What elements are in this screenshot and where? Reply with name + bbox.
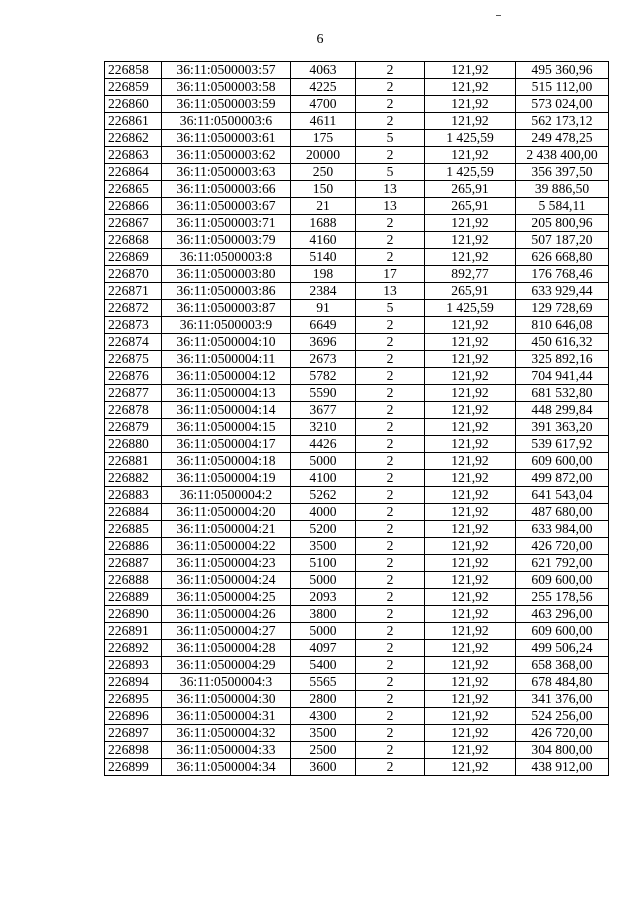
row-number-cell: 226859 <box>105 79 162 96</box>
area-cell: 5000 <box>291 453 356 470</box>
area-cell: 4063 <box>291 62 356 79</box>
cadastral-number-cell: 36:11:0500004:21 <box>162 521 291 538</box>
cadastral-number-cell: 36:11:0500003:57 <box>162 62 291 79</box>
cadastral-value-cell: 681 532,80 <box>516 385 609 402</box>
table-row <box>105 487 609 504</box>
cadastral-number-cell: 36:11:0500003:71 <box>162 215 291 232</box>
rate-cell: 121,92 <box>425 334 516 351</box>
row-number-cell: 226874 <box>105 334 162 351</box>
area-cell: 2673 <box>291 351 356 368</box>
area-cell: 4225 <box>291 79 356 96</box>
table-row <box>105 300 609 317</box>
area-cell: 20000 <box>291 147 356 164</box>
rate-cell: 121,92 <box>425 79 516 96</box>
rate-cell: 121,92 <box>425 232 516 249</box>
row-number-cell: 226870 <box>105 266 162 283</box>
row-number-cell: 226896 <box>105 708 162 725</box>
table-row <box>105 572 609 589</box>
area-cell: 3500 <box>291 725 356 742</box>
table-row <box>105 640 609 657</box>
row-number-cell: 226875 <box>105 351 162 368</box>
table-row <box>105 402 609 419</box>
cadastral-value-cell: 205 800,96 <box>516 215 609 232</box>
table-row <box>105 198 609 215</box>
cadastral-number-cell: 36:11:0500004:29 <box>162 657 291 674</box>
cadastral-number-cell: 36:11:0500003:87 <box>162 300 291 317</box>
area-cell: 4097 <box>291 640 356 657</box>
row-number-cell: 226889 <box>105 589 162 606</box>
area-cell: 3500 <box>291 538 356 555</box>
table-row <box>105 725 609 742</box>
table-row <box>105 385 609 402</box>
cadastral-value-cell: 609 600,00 <box>516 623 609 640</box>
table-row <box>105 164 609 181</box>
group-cell: 2 <box>356 249 425 266</box>
cadastral-value-cell: 426 720,00 <box>516 538 609 555</box>
area-cell: 3677 <box>291 402 356 419</box>
table-row <box>105 79 609 96</box>
table-row <box>105 606 609 623</box>
row-number-cell: 226863 <box>105 147 162 164</box>
cadastral-value-cell: 176 768,46 <box>516 266 609 283</box>
cadastral-value-cell: 356 397,50 <box>516 164 609 181</box>
cadastral-value-cell: 704 941,44 <box>516 368 609 385</box>
table-row <box>105 181 609 198</box>
row-number-cell: 226864 <box>105 164 162 181</box>
table-row <box>105 538 609 555</box>
rate-cell: 265,91 <box>425 181 516 198</box>
row-number-cell: 226893 <box>105 657 162 674</box>
group-cell: 2 <box>356 725 425 742</box>
area-cell: 5590 <box>291 385 356 402</box>
cadastral-number-cell: 36:11:0500004:20 <box>162 504 291 521</box>
rate-cell: 121,92 <box>425 623 516 640</box>
row-number-cell: 226894 <box>105 674 162 691</box>
table-row <box>105 691 609 708</box>
cadastral-value-cell: 539 617,92 <box>516 436 609 453</box>
rate-cell: 121,92 <box>425 538 516 555</box>
row-number-cell: 226888 <box>105 572 162 589</box>
table-row <box>105 521 609 538</box>
rate-cell: 121,92 <box>425 419 516 436</box>
table-row <box>105 232 609 249</box>
row-number-cell: 226892 <box>105 640 162 657</box>
area-cell: 5200 <box>291 521 356 538</box>
rate-cell: 121,92 <box>425 62 516 79</box>
rate-cell: 121,92 <box>425 147 516 164</box>
cadastral-number-cell: 36:11:0500003:6 <box>162 113 291 130</box>
cadastral-value-cell: 524 256,00 <box>516 708 609 725</box>
table-row <box>105 589 609 606</box>
cadastral-number-cell: 36:11:0500004:10 <box>162 334 291 351</box>
cadastral-value-cell: 499 872,00 <box>516 470 609 487</box>
cadastral-number-cell: 36:11:0500003:80 <box>162 266 291 283</box>
row-number-cell: 226871 <box>105 283 162 300</box>
row-number-cell: 226861 <box>105 113 162 130</box>
area-cell: 5565 <box>291 674 356 691</box>
area-cell: 5140 <box>291 249 356 266</box>
cadastral-number-cell: 36:11:0500003:63 <box>162 164 291 181</box>
cadastral-value-cell: 633 929,44 <box>516 283 609 300</box>
cadastral-value-cell: 341 376,00 <box>516 691 609 708</box>
rate-cell: 1 425,59 <box>425 130 516 147</box>
group-cell: 2 <box>356 351 425 368</box>
cadastral-number-cell: 36:11:0500004:34 <box>162 759 291 776</box>
cadastral-value-cell: 249 478,25 <box>516 130 609 147</box>
cadastral-number-cell: 36:11:0500004:33 <box>162 742 291 759</box>
area-cell: 4000 <box>291 504 356 521</box>
rate-cell: 121,92 <box>425 742 516 759</box>
table-row <box>105 317 609 334</box>
group-cell: 2 <box>356 708 425 725</box>
row-number-cell: 226858 <box>105 62 162 79</box>
cadastral-value-cell: 426 720,00 <box>516 725 609 742</box>
table-row <box>105 215 609 232</box>
group-cell: 2 <box>356 657 425 674</box>
group-cell: 2 <box>356 436 425 453</box>
row-number-cell: 226884 <box>105 504 162 521</box>
rate-cell: 121,92 <box>425 725 516 742</box>
area-cell: 150 <box>291 181 356 198</box>
table-row <box>105 419 609 436</box>
cadastral-value-cell: 658 368,00 <box>516 657 609 674</box>
row-number-cell: 226866 <box>105 198 162 215</box>
row-number-cell: 226891 <box>105 623 162 640</box>
cadastral-value-cell: 391 363,20 <box>516 419 609 436</box>
row-number-cell: 226885 <box>105 521 162 538</box>
rate-cell: 121,92 <box>425 759 516 776</box>
table-row <box>105 113 609 130</box>
cadastral-number-cell: 36:11:0500004:14 <box>162 402 291 419</box>
cadastral-value-cell: 562 173,12 <box>516 113 609 130</box>
area-cell: 1688 <box>291 215 356 232</box>
cadastral-number-cell: 36:11:0500004:27 <box>162 623 291 640</box>
row-number-cell: 226862 <box>105 130 162 147</box>
cadastral-value-cell: 641 543,04 <box>516 487 609 504</box>
table-body <box>105 62 609 776</box>
rate-cell: 121,92 <box>425 96 516 113</box>
rate-cell: 121,92 <box>425 317 516 334</box>
area-cell: 5000 <box>291 623 356 640</box>
group-cell: 13 <box>356 198 425 215</box>
group-cell: 2 <box>356 113 425 130</box>
row-number-cell: 226895 <box>105 691 162 708</box>
rate-cell: 121,92 <box>425 572 516 589</box>
cadastral-number-cell: 36:11:0500004:13 <box>162 385 291 402</box>
row-number-cell: 226860 <box>105 96 162 113</box>
rate-cell: 121,92 <box>425 385 516 402</box>
cadastral-number-cell: 36:11:0500004:24 <box>162 572 291 589</box>
group-cell: 2 <box>356 555 425 572</box>
area-cell: 3696 <box>291 334 356 351</box>
rate-cell: 1 425,59 <box>425 300 516 317</box>
area-cell: 2800 <box>291 691 356 708</box>
rate-cell: 121,92 <box>425 436 516 453</box>
cadastral-number-cell: 36:11:0500003:67 <box>162 198 291 215</box>
cadastral-value-cell: 626 668,80 <box>516 249 609 266</box>
row-number-cell: 226868 <box>105 232 162 249</box>
table-row <box>105 249 609 266</box>
area-cell: 4100 <box>291 470 356 487</box>
group-cell: 2 <box>356 419 425 436</box>
corner-mark <box>496 15 501 16</box>
row-number-cell: 226869 <box>105 249 162 266</box>
table-row <box>105 96 609 113</box>
cadastral-number-cell: 36:11:0500004:28 <box>162 640 291 657</box>
cadastral-number-cell: 36:11:0500003:61 <box>162 130 291 147</box>
cadastral-value-cell: 463 296,00 <box>516 606 609 623</box>
group-cell: 17 <box>356 266 425 283</box>
group-cell: 5 <box>356 164 425 181</box>
table-row <box>105 436 609 453</box>
rate-cell: 121,92 <box>425 487 516 504</box>
group-cell: 5 <box>356 300 425 317</box>
rate-cell: 892,77 <box>425 266 516 283</box>
cadastral-value-cell: 810 646,08 <box>516 317 609 334</box>
area-cell: 2384 <box>291 283 356 300</box>
area-cell: 250 <box>291 164 356 181</box>
cadastral-number-cell: 36:11:0500004:18 <box>162 453 291 470</box>
area-cell: 5782 <box>291 368 356 385</box>
group-cell: 2 <box>356 742 425 759</box>
group-cell: 2 <box>356 691 425 708</box>
cadastral-number-cell: 36:11:0500003:9 <box>162 317 291 334</box>
group-cell: 2 <box>356 368 425 385</box>
table-row <box>105 453 609 470</box>
table-row <box>105 266 609 283</box>
row-number-cell: 226883 <box>105 487 162 504</box>
cadastral-number-cell: 36:11:0500004:17 <box>162 436 291 453</box>
rate-cell: 121,92 <box>425 640 516 657</box>
cadastral-value-cell: 438 912,00 <box>516 759 609 776</box>
area-cell: 175 <box>291 130 356 147</box>
row-number-cell: 226865 <box>105 181 162 198</box>
area-cell: 6649 <box>291 317 356 334</box>
area-cell: 2500 <box>291 742 356 759</box>
rate-cell: 121,92 <box>425 249 516 266</box>
cadastral-number-cell: 36:11:0500003:66 <box>162 181 291 198</box>
row-number-cell: 226873 <box>105 317 162 334</box>
cadastral-value-cell: 609 600,00 <box>516 453 609 470</box>
rate-cell: 121,92 <box>425 657 516 674</box>
group-cell: 2 <box>356 215 425 232</box>
cadastral-number-cell: 36:11:0500004:32 <box>162 725 291 742</box>
cadastral-number-cell: 36:11:0500004:31 <box>162 708 291 725</box>
rate-cell: 121,92 <box>425 113 516 130</box>
rate-cell: 121,92 <box>425 453 516 470</box>
area-cell: 4300 <box>291 708 356 725</box>
group-cell: 2 <box>356 96 425 113</box>
table-row <box>105 623 609 640</box>
cadastral-value-cell: 621 792,00 <box>516 555 609 572</box>
rate-cell: 121,92 <box>425 606 516 623</box>
group-cell: 2 <box>356 589 425 606</box>
cadastral-value-cell: 129 728,69 <box>516 300 609 317</box>
rate-cell: 121,92 <box>425 555 516 572</box>
cadastral-value-cell: 448 299,84 <box>516 402 609 419</box>
cadastral-number-cell: 36:11:0500004:26 <box>162 606 291 623</box>
cadastral-value-cell: 2 438 400,00 <box>516 147 609 164</box>
row-number-cell: 226878 <box>105 402 162 419</box>
rate-cell: 121,92 <box>425 504 516 521</box>
area-cell: 3600 <box>291 759 356 776</box>
cadastral-value-cell: 304 800,00 <box>516 742 609 759</box>
group-cell: 2 <box>356 79 425 96</box>
group-cell: 2 <box>356 470 425 487</box>
group-cell: 2 <box>356 453 425 470</box>
group-cell: 2 <box>356 487 425 504</box>
cadastral-number-cell: 36:11:0500004:22 <box>162 538 291 555</box>
cadastral-number-cell: 36:11:0500004:19 <box>162 470 291 487</box>
group-cell: 2 <box>356 334 425 351</box>
rate-cell: 121,92 <box>425 589 516 606</box>
table-row <box>105 555 609 572</box>
area-cell: 4426 <box>291 436 356 453</box>
cadastral-value-cell: 255 178,56 <box>516 589 609 606</box>
table-row <box>105 283 609 300</box>
cadastral-number-cell: 36:11:0500004:2 <box>162 487 291 504</box>
group-cell: 2 <box>356 402 425 419</box>
rate-cell: 121,92 <box>425 708 516 725</box>
area-cell: 5000 <box>291 572 356 589</box>
table-row <box>105 147 609 164</box>
rate-cell: 121,92 <box>425 674 516 691</box>
row-number-cell: 226877 <box>105 385 162 402</box>
group-cell: 2 <box>356 521 425 538</box>
row-number-cell: 226887 <box>105 555 162 572</box>
cadastral-number-cell: 36:11:0500004:25 <box>162 589 291 606</box>
row-number-cell: 226872 <box>105 300 162 317</box>
group-cell: 2 <box>356 62 425 79</box>
group-cell: 2 <box>356 538 425 555</box>
cadastral-value-table <box>104 61 609 776</box>
table-row <box>105 657 609 674</box>
table-row <box>105 759 609 776</box>
group-cell: 2 <box>356 572 425 589</box>
row-number-cell: 226881 <box>105 453 162 470</box>
rate-cell: 265,91 <box>425 198 516 215</box>
cadastral-value-cell: 450 616,32 <box>516 334 609 351</box>
cadastral-value-cell: 515 112,00 <box>516 79 609 96</box>
cadastral-number-cell: 36:11:0500004:11 <box>162 351 291 368</box>
rate-cell: 1 425,59 <box>425 164 516 181</box>
cadastral-number-cell: 36:11:0500004:3 <box>162 674 291 691</box>
row-number-cell: 226890 <box>105 606 162 623</box>
cadastral-number-cell: 36:11:0500004:30 <box>162 691 291 708</box>
cadastral-value-cell: 507 187,20 <box>516 232 609 249</box>
table-row <box>105 351 609 368</box>
table-row <box>105 62 609 79</box>
row-number-cell: 226879 <box>105 419 162 436</box>
row-number-cell: 226897 <box>105 725 162 742</box>
cadastral-value-cell: 495 360,96 <box>516 62 609 79</box>
group-cell: 2 <box>356 759 425 776</box>
table-row <box>105 368 609 385</box>
group-cell: 2 <box>356 504 425 521</box>
group-cell: 2 <box>356 147 425 164</box>
area-cell: 2093 <box>291 589 356 606</box>
table-row <box>105 334 609 351</box>
rate-cell: 121,92 <box>425 368 516 385</box>
area-cell: 21 <box>291 198 356 215</box>
rate-cell: 121,92 <box>425 402 516 419</box>
row-number-cell: 226899 <box>105 759 162 776</box>
cadastral-value-cell: 609 600,00 <box>516 572 609 589</box>
rate-cell: 121,92 <box>425 470 516 487</box>
cadastral-number-cell: 36:11:0500004:23 <box>162 555 291 572</box>
rate-cell: 121,92 <box>425 521 516 538</box>
group-cell: 13 <box>356 283 425 300</box>
area-cell: 4611 <box>291 113 356 130</box>
cadastral-number-cell: 36:11:0500003:8 <box>162 249 291 266</box>
table-row <box>105 708 609 725</box>
rate-cell: 121,92 <box>425 691 516 708</box>
cadastral-value-cell: 499 506,24 <box>516 640 609 657</box>
cadastral-number-cell: 36:11:0500003:59 <box>162 96 291 113</box>
area-cell: 3210 <box>291 419 356 436</box>
row-number-cell: 226886 <box>105 538 162 555</box>
group-cell: 2 <box>356 623 425 640</box>
group-cell: 2 <box>356 606 425 623</box>
cadastral-value-cell: 487 680,00 <box>516 504 609 521</box>
cadastral-number-cell: 36:11:0500004:15 <box>162 419 291 436</box>
table-row <box>105 504 609 521</box>
cadastral-number-cell: 36:11:0500003:79 <box>162 232 291 249</box>
table-row <box>105 130 609 147</box>
table-row <box>105 674 609 691</box>
cadastral-number-cell: 36:11:0500003:62 <box>162 147 291 164</box>
cadastral-value-cell: 633 984,00 <box>516 521 609 538</box>
rate-cell: 121,92 <box>425 215 516 232</box>
group-cell: 5 <box>356 130 425 147</box>
row-number-cell: 226867 <box>105 215 162 232</box>
cadastral-value-cell: 325 892,16 <box>516 351 609 368</box>
row-number-cell: 226876 <box>105 368 162 385</box>
area-cell: 5262 <box>291 487 356 504</box>
group-cell: 2 <box>356 674 425 691</box>
area-cell: 3800 <box>291 606 356 623</box>
area-cell: 4700 <box>291 96 356 113</box>
page-number: 6 <box>316 32 324 47</box>
cadastral-value-cell: 678 484,80 <box>516 674 609 691</box>
group-cell: 2 <box>356 385 425 402</box>
cadastral-value-cell: 39 886,50 <box>516 181 609 198</box>
area-cell: 4160 <box>291 232 356 249</box>
row-number-cell: 226880 <box>105 436 162 453</box>
area-cell: 198 <box>291 266 356 283</box>
group-cell: 2 <box>356 640 425 657</box>
group-cell: 2 <box>356 317 425 334</box>
cadastral-value-cell: 5 584,11 <box>516 198 609 215</box>
group-cell: 2 <box>356 232 425 249</box>
cadastral-number-cell: 36:11:0500004:12 <box>162 368 291 385</box>
table-row <box>105 742 609 759</box>
table-row <box>105 470 609 487</box>
row-number-cell: 226898 <box>105 742 162 759</box>
cadastral-number-cell: 36:11:0500003:86 <box>162 283 291 300</box>
row-number-cell: 226882 <box>105 470 162 487</box>
rate-cell: 265,91 <box>425 283 516 300</box>
cadastral-value-cell: 573 024,00 <box>516 96 609 113</box>
cadastral-number-cell: 36:11:0500003:58 <box>162 79 291 96</box>
area-cell: 91 <box>291 300 356 317</box>
rate-cell: 121,92 <box>425 351 516 368</box>
area-cell: 5400 <box>291 657 356 674</box>
group-cell: 13 <box>356 181 425 198</box>
area-cell: 5100 <box>291 555 356 572</box>
